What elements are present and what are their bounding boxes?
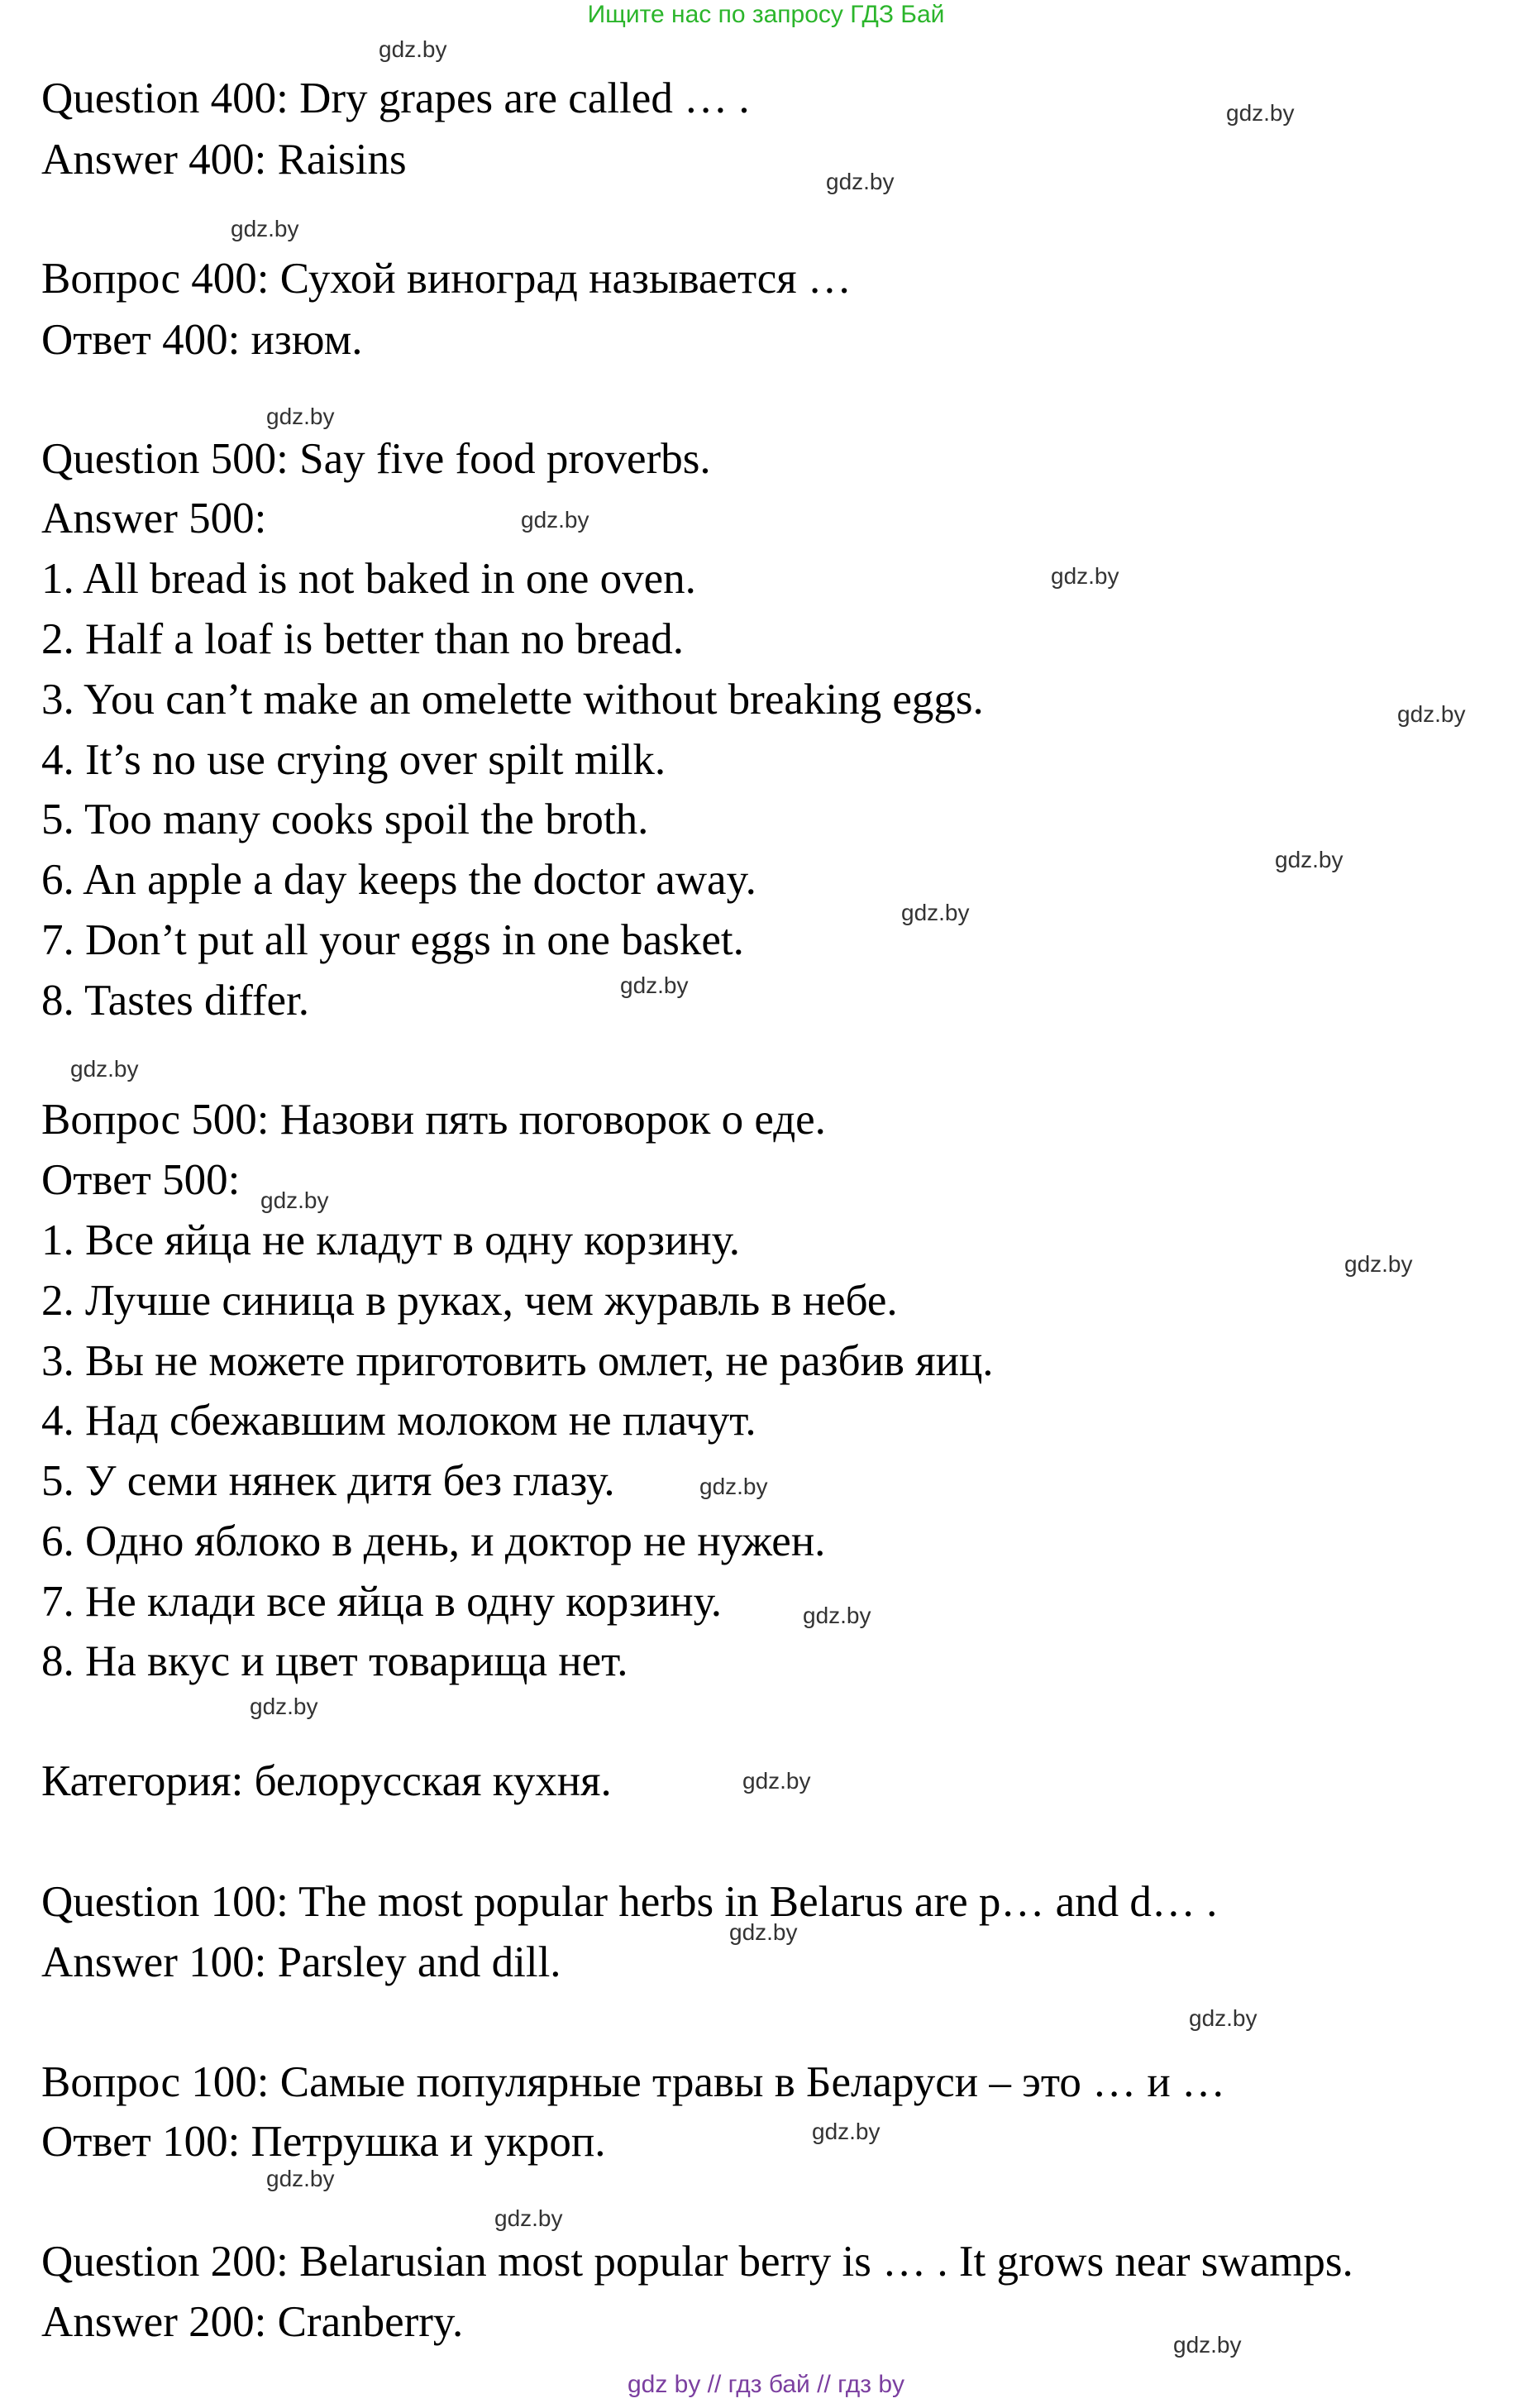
answer-500-en: Answer 500: [41,494,267,542]
watermark: gdz.by [1397,701,1466,727]
question-500-ru: Вопрос 500: Назови пять поговорок о еде. [41,1096,826,1144]
question-200-en: Question 200: Belarusian most popular berry is … . It grows near swamps. [41,2238,1353,2286]
proverb-ru-4: 4. Над сбежавшим молоком не плачут. [41,1397,756,1445]
watermark: gdz.by [1344,1251,1413,1277]
answer-100-en: Answer 100: Parsley and dill. [41,1938,561,1986]
watermark: gdz.by [266,404,335,429]
watermark: gdz.by [699,1474,768,1499]
watermark: gdz.by [1051,563,1119,589]
proverb-ru-5: 5. У семи нянек дитя без глазу. [41,1457,615,1505]
watermark: gdz.by [742,1768,811,1794]
watermark: gdz.by [1226,100,1295,126]
category-heading: Категория: белорусская кухня. [41,1757,612,1805]
proverb-en-4: 4. It’s no use crying over spilt milk. [41,736,666,784]
watermark: gdz.by [729,1919,798,1945]
answer-100-ru: Ответ 100: Петрушка и укроп. [41,2118,606,2166]
watermark: gdz.by [260,1187,329,1213]
question-100-en: Question 100: The most popular herbs in Belarus are p… and d… . [41,1878,1218,1926]
proverb-ru-8: 8. На вкус и цвет товарища нет. [41,1637,628,1685]
watermark: gdz.by [1189,2005,1258,2031]
watermark: gdz.by [620,972,689,998]
proverb-en-8: 8. Tastes differ. [41,977,310,1025]
watermark: gdz.by [231,216,299,241]
watermark: gdz.by [812,2119,881,2144]
watermark: gdz.by [70,1056,139,1082]
proverb-en-1: 1. All bread is not baked in one oven. [41,555,696,603]
question-500-en: Question 500: Say five food proverbs. [41,435,711,483]
proverb-ru-7: 7. Не клади все яйца в одну корзину. [41,1578,723,1626]
answer-400-ru: Ответ 400: изюм. [41,316,363,364]
proverb-ru-2: 2. Лучше синица в руках, чем журавль в небе. [41,1277,898,1325]
watermark: gdz.by [521,507,589,533]
proverb-en-6: 6. An apple a day keeps the doctor away. [41,856,756,904]
proverb-ru-1: 1. Все яйца не кладут в одну корзину. [41,1216,741,1264]
watermark: gdz.by [494,2205,563,2231]
watermark: gdz.by [1275,847,1343,872]
proverb-ru-3: 3. Вы не можете приготовить омлет, не разбив яиц. [41,1337,994,1385]
proverb-en-5: 5. Too many cooks spoil the broth. [41,796,649,843]
watermark: gdz.by [379,36,447,62]
watermark: gdz.by [803,1603,871,1628]
answer-500-ru: Ответ 500: [41,1156,241,1204]
proverb-en-7: 7. Don’t put all your eggs in one basket. [41,916,744,964]
answer-200-en: Answer 200: Cranberry. [41,2298,464,2346]
question-400-en: Question 400: Dry grapes are called … . [41,74,750,122]
answer-400-en: Answer 400: Raisins [41,136,407,184]
question-100-ru: Вопрос 100: Самые популярные травы в Беларуси – это … и … [41,2058,1225,2106]
proverb-ru-6: 6. Одно яблоко в день, и доктор не нужен. [41,1517,826,1565]
watermark: gdz.by [1173,2332,1242,2358]
search-banner: Ищите нас по запросу ГДЗ Бай [587,1,945,28]
watermark: gdz.by [826,169,895,194]
watermark: gdz.by [266,2166,335,2191]
proverb-en-3: 3. You can’t make an omelette without breaking eggs. [41,676,984,724]
proverb-en-2: 2. Half a loaf is better than no bread. [41,615,685,663]
footer-links: gdz by // гдз бай // гдз by [627,2371,905,2398]
question-400-ru: Вопрос 400: Сухой виноград называется … [41,255,852,303]
watermark: gdz.by [901,900,970,925]
watermark: gdz.by [250,1694,318,1719]
